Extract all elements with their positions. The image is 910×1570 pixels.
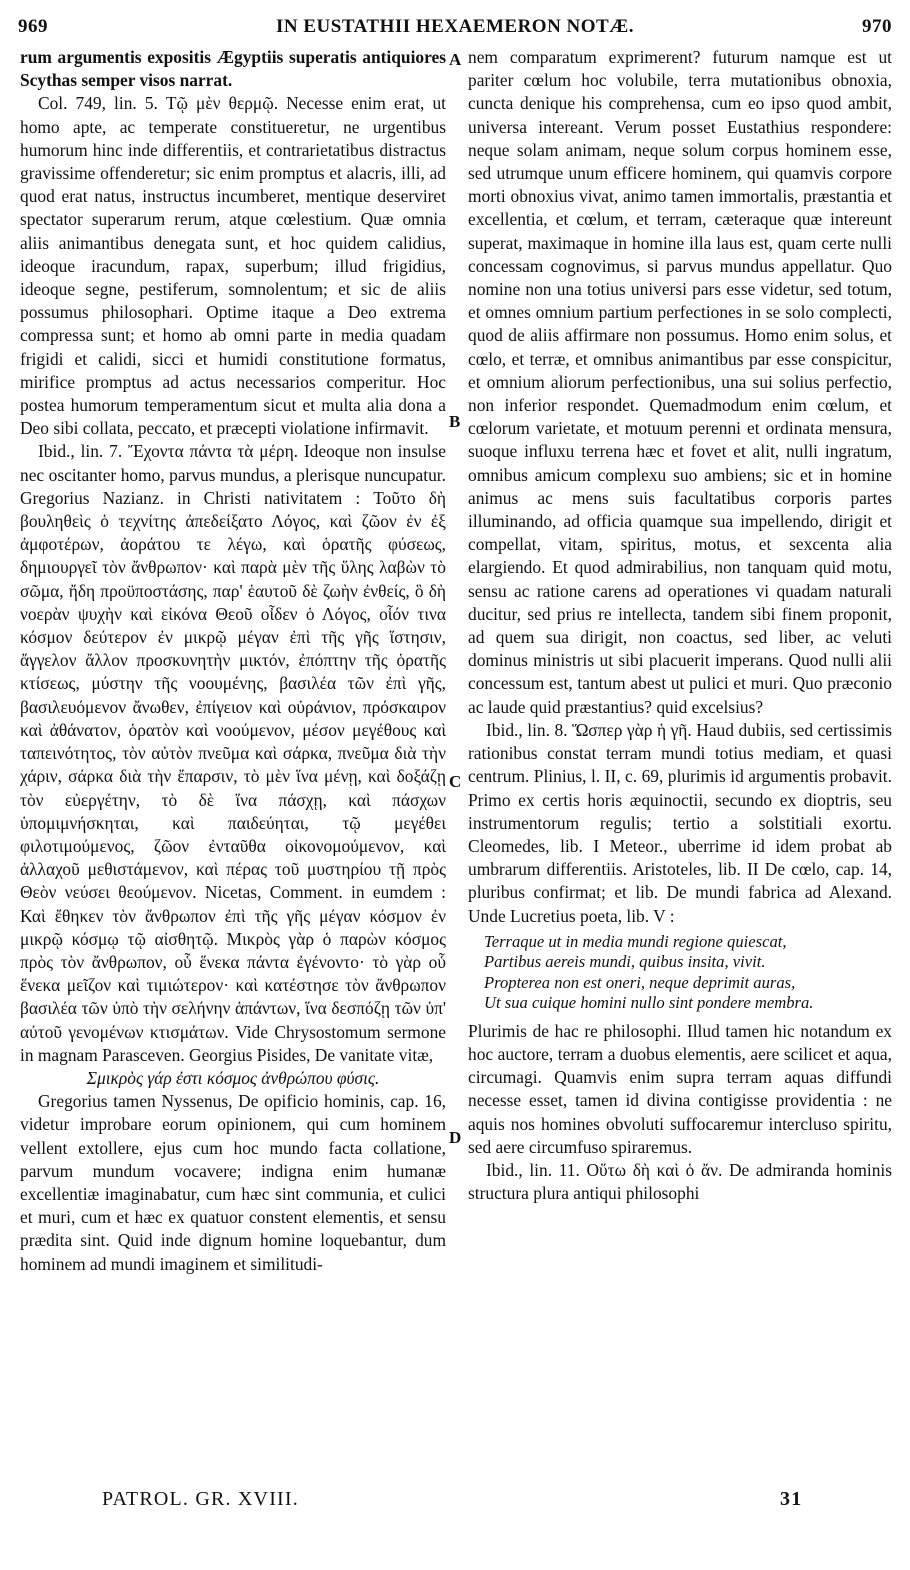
poem-line: Partibus aereis mundi, quibus insita, vivit. [484, 952, 766, 972]
footer-series: PATROL. GR. XVIII. [102, 1488, 299, 1510]
poem-line: Propterea non est oneri, neque deprimit auras, [484, 972, 796, 992]
poem-quote [484, 932, 892, 1014]
paragraph: Plurimis de hac re philosophi. Illud tamen hic notandum ex hoc auctore, terram a duobus elementis, aere scilicet et aqua, circumagi. Quamvis enim supra terram aquas diffundi necesse esset, tamen id divina contigisse providentia : ne aquis nos homines obvoluti suffocaremur intercluso spiritu, sed aere circumfuso spiraremus. [468, 1020, 892, 1157]
left-page-number: 969 [18, 16, 48, 37]
paragraph: nem comparatum exprimerent? futurum namque est ut pariter cœlum hoc volubile, terra mutationibus obnoxia, cuncta denique his comprehensa, cum eo ipso quod ambit, universa intereant. Verum posset Eustathius respondere: neque solam animam, neque solum corpus hominem esse, sed utrumque unum efficere hominem, qui quamvis corpore morti obnoxius vivat, animo tamen immortalis, præstantia et excellentia, et cœlum, et terram, cæteraque quæ intereunt superat, maximaque in homine illa laus est, quam certe nulli concessam cognovimus, si parvus mundus appellatur. Quo nomine non una totius universi pars esse videtur, sed totum, et omnes omnium partium perfectiones in se solo complecti, quod de aliis affirmare non possumus. Homo enim solus, et cœlo, et terræ, et omnibus animantibus par esse conspicitur, et omnium aliorum perfectionibus, una sui solius perfectio, non inferior respondet. Quemadmodum enim cœlum, et cœlorum varietate, et motuum perenni et ordinata mensura, suoque influxu terrena hæc et fovet et alit, nulli ingratum, omnibus amicum complexu suo ambiens; sic et in homine animus ac mens suis facultatibus corporis partes illuminando, ad officia quamque sua impellendo, dirigit et compellat, vitam, spiritus, motus, et sexcenta alia elargiendo. Et quod admirabilius, non tanquam quid motu, sensu ac ratione carens ad operationes vi quadam naturali ducitur, sed prius re intellecta, tandem sibi finem proponit, ad quem sua dirigit, non coactus, sed liber, ac veluti dominus ministris ut sibi placuerit imperans. Quod nulli alii concessum est, tantum abest ut pulici et muri. Quo præconio ac laude quid præstantius? quid excelsius? [468, 47, 892, 717]
poem-line: Terraque ut in media mundi regione quiescat, [484, 931, 787, 951]
left-column [20, 46, 446, 1276]
paragraph: rum argumentis expositis Ægyptiis superatis antiquiores Scythas semper visos narrat. [20, 47, 446, 91]
paragraph: Ibid., lin. 7. Ἔχοντα πάντα τὰ μέρη. Ideoque non insulse nec oscitanter homo, parvus mundus, a plerisque nuncupatur. Gregorius Nazianz. in Christi nativitatem : Τοῦτο δὴ βουληθεὶς ὁ τεχνίτης ἀπεδείξατο Λόγος, καὶ ζῶον ἐν ἐξ ἀμφοτέρων, ἀοράτου τε λέγω, καὶ ὁρατῆς φύσεως, δημιουργεῖ τὸν ἄνθρωπον· καὶ παρὰ μὲν τῆς ὕλης λαβὼν τὸ σῶμα, ἤδη προϋποστάσης, παρ' ἑαυτοῦ δὲ ζωὴν ἐνθείς, ὃ δὴ νοερὰν ψυχὴν καὶ εἰκόνα Θεοῦ οἶδεν ὁ Λόγος, οἷόν τινα κόσμον δεύτερον ἐν μικρῷ μέγαν ἐπὶ τῆς γῆς ἵστησιν, ἄγγελον ἄλλον προσκυνητὴν μικτόν, ἐπόπτην τῆς ὁρατῆς κτίσεως, μύστην τῆς νοουμένης, βασιλέα τῶν ἐπὶ γῆς, βασιλευόμενον ἄνωθεν, ἐπίγειον καὶ οὐράνιον, πρόσκαιρον καὶ ἀθάνατον, ὁρατὸν καὶ νοούμενον, μέσον μεγέθους καὶ ταπεινότητος, τὸν αὐτὸν πνεῦμα καὶ σάρκα, πνεῦμα διὰ τὴν χάριν, σάρκα διὰ τὴν ἔπαρσιν, τὸ μὲν ἵνα μένῃ, καὶ δοξάζῃ τὸν εὐεργέτην, τὸ δὲ ἵνα πάσχῃ, καὶ πάσχων ὑπομιμνήσκηται, καὶ παιδεύηται, τῷ μεγέθει φιλοτιμούμενος, ζῶον ἐνταῦθα οἰκονομούμενον, καὶ ἀλλαχοῦ μεθιστάμενον, καὶ πέρας τοῦ μυστηρίου τῇ πρὸς Θεὸν νεύσει θεούμενον. Nicetas, Comment. in eumdem : Καὶ ἔθηκεν τὸν ἄνθρωπον ἐπὶ τῆς γῆς μέγαν κόσμον ἐν μικρῷ κόσμῳ τῷ αἰσθητῷ. Μικρὸς γὰρ ὁ παρὼν κόσμος πρὸς τὸν ἄνθρωπον, οὗ ἕνεκα πάντα ἐγένοντο· τὸ γὰρ οὗ ἕνεκα μεῖζον καὶ τιμιώτερον· καὶ κατέστησε τὸν ἄνθρωπον βασιλέα τῶν ὑπὸ τὴν σελήνην ἁπάντων, ἵνα δεσπόζῃ τῶν ὑπ' αὐτοῦ γενομένων κτισμάτων. Vide Chrysostomum sermone in magnam Parasceven. Georgius Pisides, De vanitate vitæ, [20, 441, 446, 1065]
right-column [468, 46, 892, 1205]
paragraph: Col. 749, lin. 5. Τῷ μὲν θερμῷ. Necesse enim erat, ut homo apte, ac temperate constitueretur, ne urgentibus humorum hinc inde differentiis, et contrarietatibus distractus gravissime offenderetur; sic enim promptus et alacris, illi, ad quod erat natus, instructus incumberet, mentique deserviret spectator superarum rerum, atque cœlestium. Quæ omnia aliis animantibus denegata sunt, et hoc quidem calidius, ideoque iracundum, rapax, superbum; illud frigidius, ideoque segne, pestiferum, somnolentum; et sic de aliis possumus philosophari. Optime itaque a Deo extrema compressa sunt; et homo ab omni parte in media quadam frigidi et calidi, sicci et humidi constitutione formatus, mirifice promptus ad actus necessarios comperitur. Hoc postea humorum temperamentum sicut et multa alia dona a Deo sibi collata, peccato, et præcepti violatione infirmavit. [20, 93, 446, 439]
poem-line: Ut sua cuique homini nullo sint pondere membra. [484, 993, 814, 1013]
paragraph: Σμικρὸς γάρ ἐστι κόσμος ἀνθρώπου φύσις. [86, 1067, 380, 1088]
margin-mark-d: D [449, 1128, 462, 1147]
paragraph: Gregorius tamen Nyssenus, De opificio hominis, cap. 16, videtur improbare eorum opinionem, qui cum hominem vellent extollere, ejus cum hoc mundo facta collatione, parvum mundum vocavere; indigna enim humanæ excellentiæ imaginabatur, cum hæc sint communia, et culici et muri, cum et hæc ex quatuor constent elementis, et sensu prædita sint. Quid inde dignum homine loquebantur, dum hominem ad mundi imaginem et similitudi- [20, 1091, 446, 1274]
paragraph: Ibid., lin. 11. Οὕτω δὴ καὶ ὁ ἄν. De admiranda hominis structura plura antiqui philosophi [468, 1159, 892, 1204]
margin-mark-c: C [449, 772, 462, 791]
margin-mark-a: A [449, 50, 462, 69]
page-header [18, 10, 892, 44]
footer-signature: 31 [780, 1488, 803, 1510]
paragraph: Ibid., lin. 8. Ὥσπερ γὰρ ἡ γῆ. Haud dubiis, sed certissimis rationibus constat terram mundi totius mediam, et quasi centrum. Plinius, l. II, c. 69, plurimis id argumentis probavit. Primo ex certis horis æquinoctii, secundo ex dioptris, seu instrumentorum regulis; tertio a solstitiali exortu. Cleomedes, lib. I Meteor., uberrime id idem probat ab umbrarum differentiis. Aristoteles, lib. II De cœlo, cap. 14, pluribus confirmat; et lib. De mundi fabrica ad Alexand. Unde Lucretius poeta, lib. V : [468, 719, 892, 926]
running-title: IN EUSTATHII HEXAEMERON NOTÆ. [276, 16, 634, 37]
right-page-number: 970 [862, 16, 892, 37]
margin-mark-b: B [449, 412, 461, 431]
